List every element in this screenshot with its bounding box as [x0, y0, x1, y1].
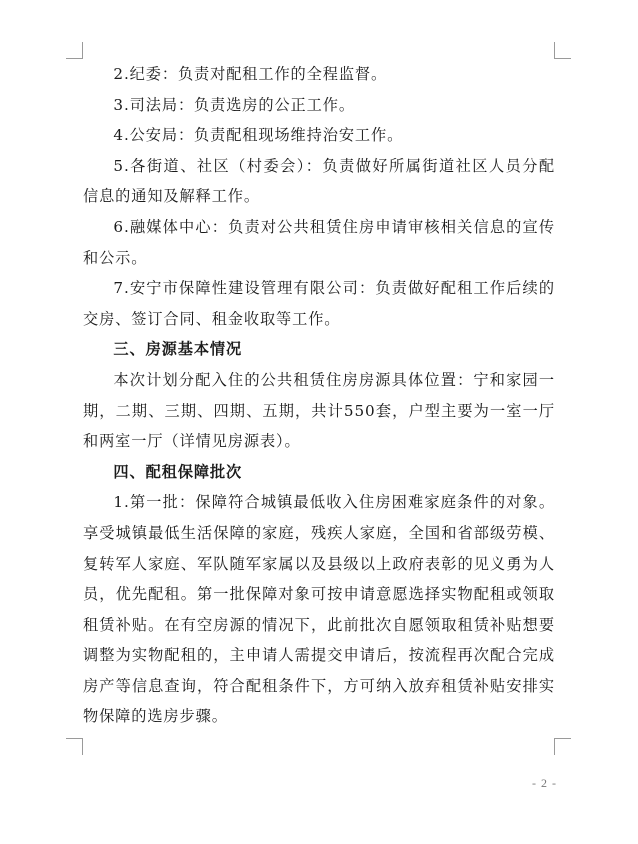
section-heading-housing: 三、房源基本情况	[113, 340, 243, 359]
paragraph-public-security-bureau: 4.公安局：负责配租现场维持治安工作。	[113, 126, 404, 145]
body-text	[83, 59, 555, 732]
page-number: - 2 -	[532, 776, 557, 790]
paragraph-streets-communities: 5.各街道、社区（村委会）：负责做好所属街道社区人员分配信息的通知及解释工作。	[83, 156, 555, 206]
section-heading-batches: 四、配租保障批次	[113, 462, 243, 481]
paragraph-justice-bureau: 3.司法局：负责选房的公正工作。	[113, 95, 355, 114]
paragraph-first-batch: 1.第一批：保障符合城镇最低收入住房困难家庭条件的对象。享受城镇最低生活保障的家庭，残疾人家庭，全国和省部级劳模、复转军人家庭、军队随军家属以及县级以上政府表彰的见义勇为人员，优先配租。第一批保障对象可按申请意愿选择实物配租或领取租赁补贴。在有空房源的情况下，此前批次自愿领取租赁补贴想要调整为实物配租的，主申请人需提交申请后，按流程再次配合完成房产等信息查询，符合配租条件下，方可纳入放弃租赁补贴安排实物保障的选房步骤。	[83, 493, 555, 726]
crop-mark-top-left	[66, 42, 83, 59]
paragraph-media-center: 6.融媒体中心：负责对公共租赁住房申请审核相关信息的宣传和公示。	[83, 217, 555, 267]
crop-mark-top-right	[554, 42, 571, 59]
crop-mark-bottom-left	[66, 738, 83, 755]
paragraph-discipline-commission: 2.纪委：负责对配租工作的全程监督。	[113, 65, 388, 83]
paragraph-housing-company: 7.安宁市保障性建设管理有限公司：负责做好配租工作后续的交房、签订合同、租金收取等工作。	[83, 279, 555, 328]
crop-mark-bottom-right	[554, 738, 571, 755]
paragraph-housing-info: 本次计划分配入住的公共租赁住房房源具体位置：宁和家园一期，二期、三期、四期、五期，共计550套，户型主要为一室一厅和两室一厅（详情见房源表）。	[83, 370, 555, 451]
